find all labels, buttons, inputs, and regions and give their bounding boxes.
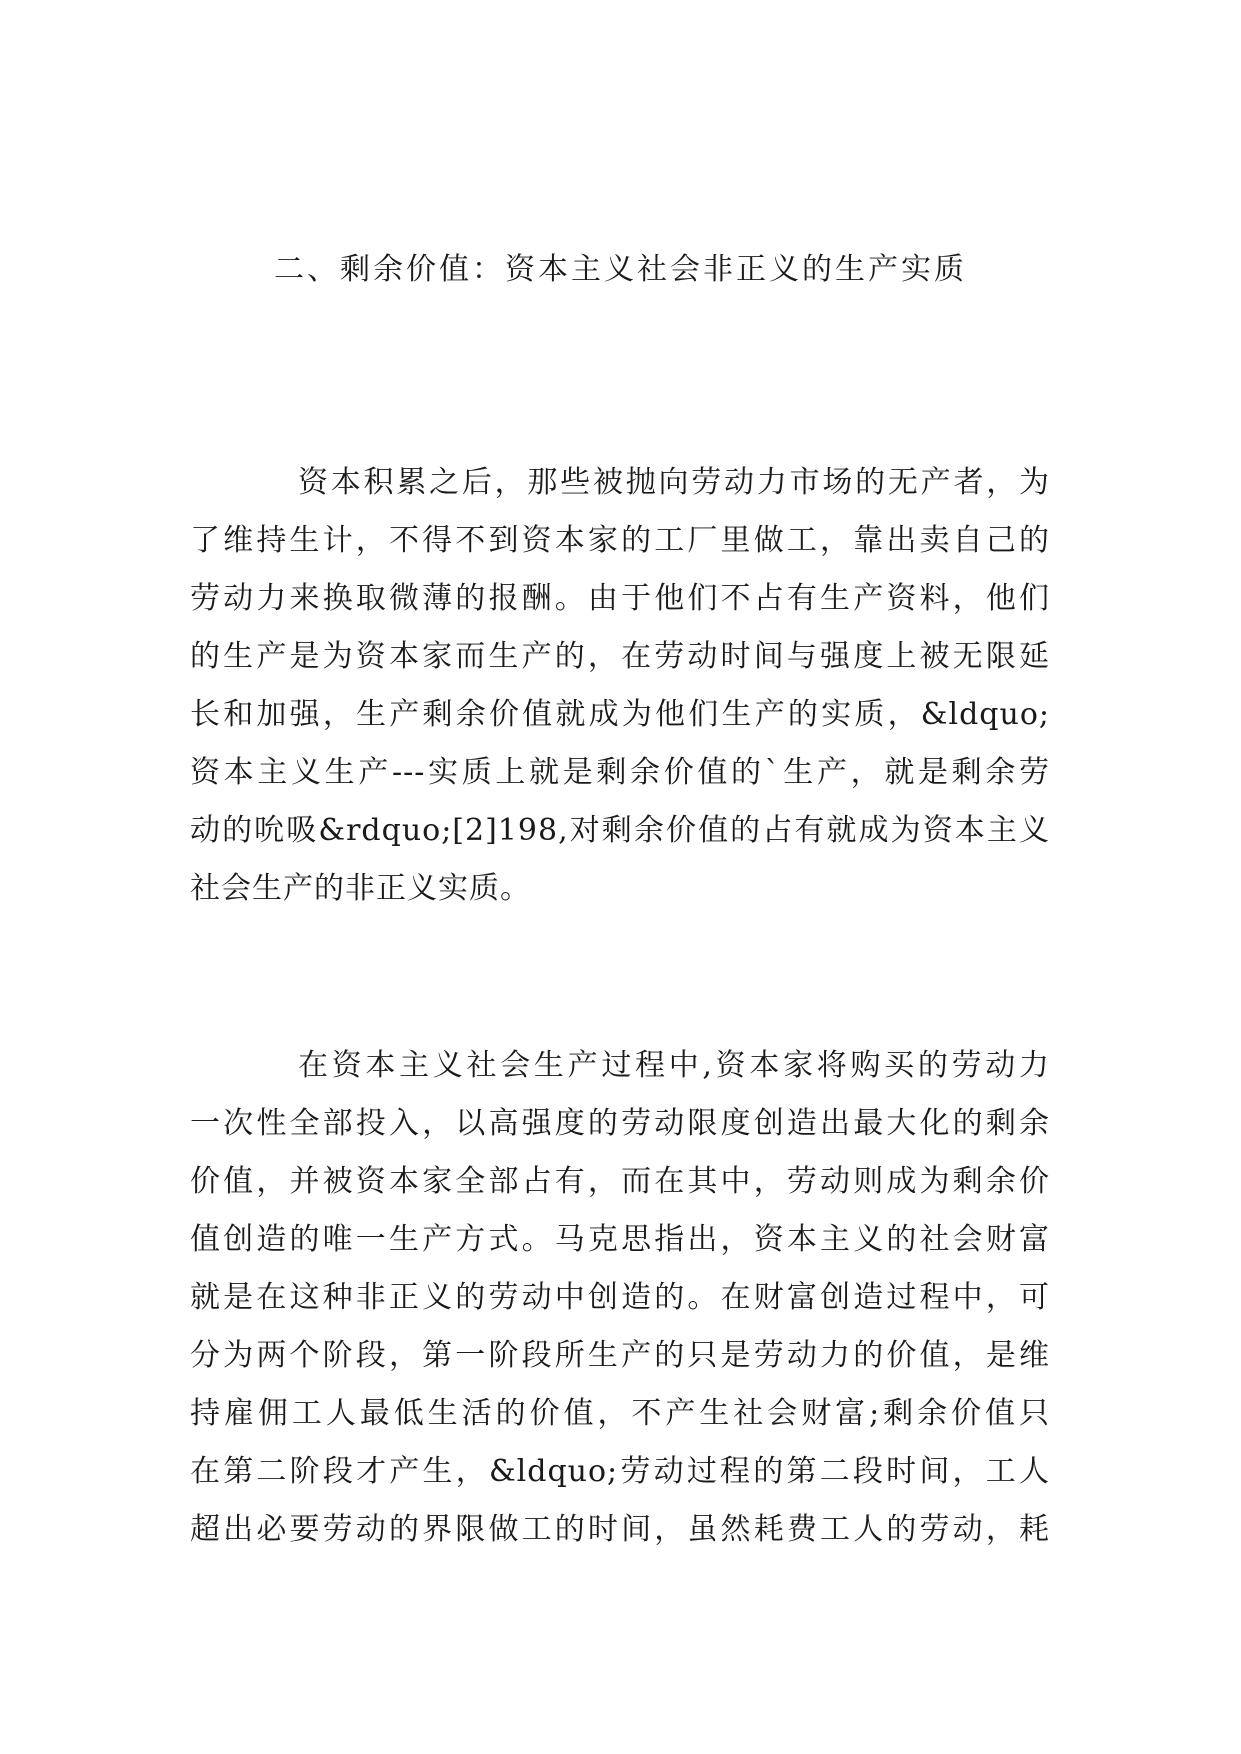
- paragraph-line: 长和加强，生产剩余价值就成为他们生产的实质，&ldquo;: [190, 697, 1050, 732]
- paragraph-line: 劳动力来换取微薄的报酬。由于他们不占有生产资料，他们: [190, 581, 1050, 616]
- paragraph-line: 的生产是为资本家而生产的，在劳动时间与强度上被无限延: [190, 639, 1050, 674]
- paragraph-1: [190, 454, 1050, 918]
- paragraph-line: 一次性全部投入，以高强度的劳动限度创造出最大化的剩余: [190, 1106, 1050, 1141]
- paragraph-line: 在第二阶段才产生，&ldquo;劳动过程的第二段时间，工人: [190, 1454, 1050, 1489]
- paragraph-line: 动的吮吸&rdquo;[2]198,对剩余价值的占有就成为资本主义: [190, 813, 1050, 848]
- paragraph-line: 资本积累之后，那些被抛向劳动力市场的无产者，为: [298, 465, 1050, 500]
- paragraph-line: 资本主义生产---实质上就是剩余价值的`生产，就是剩余劳: [190, 755, 1050, 790]
- paragraph-line: 社会生产的非正义实质。: [190, 871, 531, 906]
- paragraph-line: 持雇佣工人最低生活的价值，不产生社会财富;剩余价值只: [190, 1396, 1050, 1431]
- paragraph-line: 在资本主义社会生产过程中,资本家将购买的劳动力: [298, 1048, 1050, 1083]
- paragraph-2: [190, 1037, 1050, 1559]
- paragraph-line: 值创造的唯一生产方式。马克思指出，资本主义的社会财富: [190, 1222, 1050, 1257]
- paragraph-line: 就是在这种非正义的劳动中创造的。在财富创造过程中，可: [190, 1280, 1050, 1315]
- section-heading: 二、剩余价值：资本主义社会非正义的生产实质: [274, 252, 967, 287]
- paragraph-line: 超出必要劳动的界限做工的时间，虽然耗费工人的劳动，耗: [190, 1512, 1050, 1547]
- paragraph-line: 分为两个阶段，第一阶段所生产的只是劳动力的价值，是维: [190, 1338, 1050, 1373]
- paragraph-line: 了维持生计，不得不到资本家的工厂里做工，靠出卖自己的: [190, 523, 1050, 558]
- paragraph-line: 价值，并被资本家全部占有，而在其中，劳动则成为剩余价: [190, 1164, 1050, 1199]
